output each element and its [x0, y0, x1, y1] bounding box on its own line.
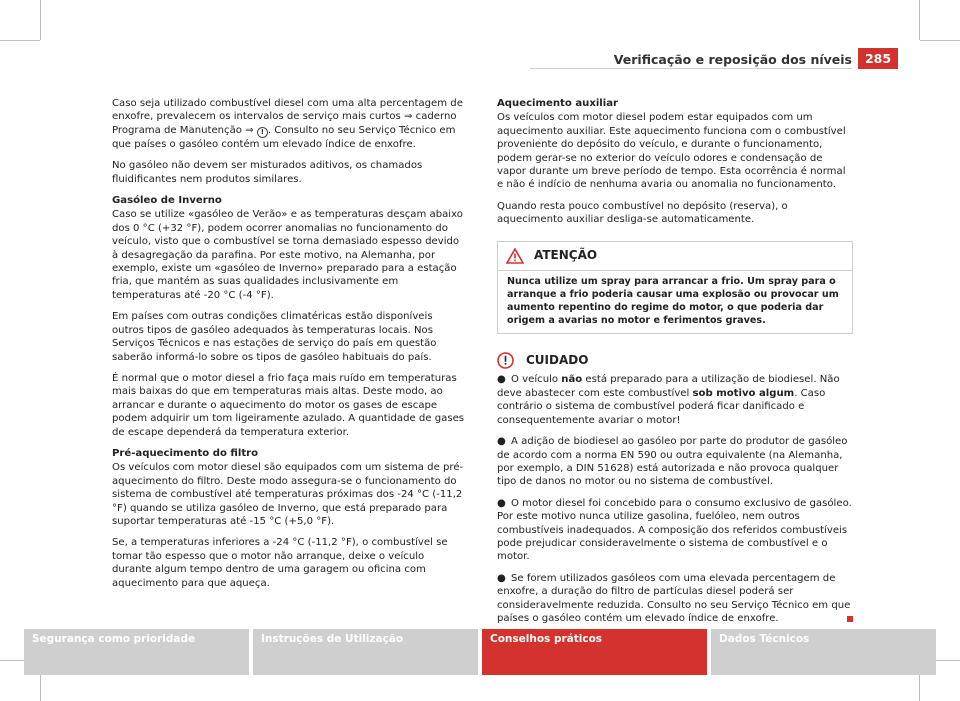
paragraph: Os veículos com motor diesel são equipados com um sistema de pré-aquecimento do filtro. Deste modo assegura-se o funcionamento do sistema de combustível até temperaturas próximas dos -24 °C (-11,2 °F) quando se utiliza gasóleo de Inverno, que está preparado para suportar temperaturas até -15 °C (+5,0 °F). — [112, 462, 464, 527]
paragraph: Caso se utilize «gasóleo de Verão» e as temperaturas desçam abaixo dos 0 °C (+32 °F), podem ocorrer anomalias no funcionamento do veículo, visto que o combustível se torna demasiado espesso devido à desagregação da parafina. Por este motivo, na Alemanha, por exemplo, existe um «gasóleo de Inverno» preparado para a estação fria, que mantém as suas qualidades inclusivamente em temperaturas até -20 °C (-4 °F). — [112, 209, 463, 301]
tab-instrucoes[interactable]: Instruções de Utilização — [253, 629, 478, 675]
heading-winter-diesel: Gasóleo de Inverno — [112, 195, 222, 207]
caution-bullet: ● A adição de biodiesel ao gasóleo por parte do produtor de gasóleo de acordo com a norma EN 590 ou outra equivalente (na Alemanha, por exemplo, a DIN 51628) está autorizada e não provoca qualquer tipo de danos no motor ou no sistema de combustível. — [497, 436, 848, 488]
caution-header — [497, 352, 853, 369]
heading-auxiliary-heating: Aquecimento auxiliar — [497, 98, 619, 109]
page-number: 285 — [858, 48, 898, 69]
paragraph: Quando resta pouco combustível no depósito (reserva), o aquecimento auxiliar desliga-se automaticamente. — [497, 200, 788, 226]
warning-triangle-icon — [506, 248, 524, 264]
warning-text: Nunca utilize um spray para arrancar a frio. Um spray para o arranque a frio poderia causar uma explosão ou provocar um aumento repentino do regime do motor, o que poderia dar origem a avarias no motor e ferimentos graves. — [507, 275, 839, 327]
footer-navigation — [24, 629, 936, 675]
crop-mark — [40, 0, 41, 40]
warning-title: ATENÇÃO — [534, 247, 598, 262]
end-of-section-marker — [847, 616, 853, 622]
caution-title: CUIDADO — [526, 353, 589, 368]
header-divider — [530, 68, 852, 69]
tab-dados-tecnicos[interactable]: Dados Técnicos — [711, 629, 936, 675]
paragraph: É normal que o motor diesel a frio faça mais ruído em temperaturas mais baixas do que em temperaturas mais altas. Deste modo, ao arrancar e durante o aquecimento do motor os gases de escape podem adquirir um tom ligeiramente azulado. A quantidade de gases de escape dependerá da temperatura exterior. — [112, 372, 465, 438]
paragraph: Se, a temperaturas inferiores a -24 °C (-11,2 °F), o combustível se tomar tão espesso que o motor não arranque, deixe o veículo durante algum tempo dentro de uma garagem ou oficina com aquecimento para que aqueça. — [112, 537, 448, 589]
tab-conselhos-praticos[interactable]: Conselhos práticos — [482, 629, 707, 675]
paragraph: Caso seja utilizado combustível diesel com uma alta percentagem de enxofre, prevalecem os intervalos de serviço mais curtos ⇒ caderno Programa de Manutenção ⇒ ! . Consulto no seu Serviço Técnico em que países o gasóleo contém um elevado índice de enxofre. — [112, 98, 463, 150]
warning-box — [497, 241, 853, 335]
warning-header — [498, 242, 852, 271]
caution-bullet: ● O veículo não está preparado para a utilização de biodiesel. Não deve abastecer com este combustível sob motivo algum. Caso contrário o sistema de combustível poderá ficar danificado e consequentemente avariar o motor! — [497, 374, 840, 426]
right-column — [497, 97, 853, 633]
caution-bullet: ● O motor diesel foi concebido para o consumo exclusivo de gasóleo. Por este motivo nunca utilize gasolina, fuelóleo, nem outros combustíveis inadequados. A composição dos referidos combustíveis pode prejudicar consideravelmente o sistema de combustível e o motor. — [497, 497, 852, 563]
caution-bullet: ● Se forem utilizados gasóleos com uma elevada percentagem de enxofre, a duração do filtro de partículas diesel poderá ser consideravelmente reduzida. Consulto no seu Serviço Técnico em que países o gasóleo contém um elevado índice de enxofre. — [497, 572, 853, 626]
left-column — [112, 97, 467, 598]
info-icon: ! — [257, 127, 268, 138]
paragraph: Os veículos com motor diesel podem estar equipados com um aquecimento auxiliar. Este aquecimento funciona com o combustível proveniente do depósito do veículo, e durante o funcionamento, podem gerar-se no exterior do veículo odores e condensação de vapor durante um breve período de tempo. Esta ocorrência é normal e não é indício de nenhuma avaria ou anomalia no funcionamento. — [497, 112, 846, 191]
crop-mark — [0, 40, 40, 41]
caution-icon — [497, 352, 514, 369]
heading-filter-preheating: Pré-aquecimento do filtro — [112, 447, 259, 459]
crop-mark — [919, 0, 920, 40]
tab-seguranca[interactable]: Segurança como prioridade — [24, 629, 249, 675]
crop-mark — [920, 40, 960, 41]
section-title: Verificação e reposição dos níveis — [613, 52, 852, 67]
paragraph: Em países com outras condições climatéricas estão disponíveis outros tipos de gasóleo adequados às temperaturas locais. Nos Serviços Técnicos e nas estações de serviço do país em questão saberão informá-lo sobre os tipos de gasóleo habituais do país. — [112, 311, 437, 363]
paragraph: No gasóleo não devem ser misturados aditivos, os chamados fluidificantes nem produtos similares. — [112, 160, 423, 185]
